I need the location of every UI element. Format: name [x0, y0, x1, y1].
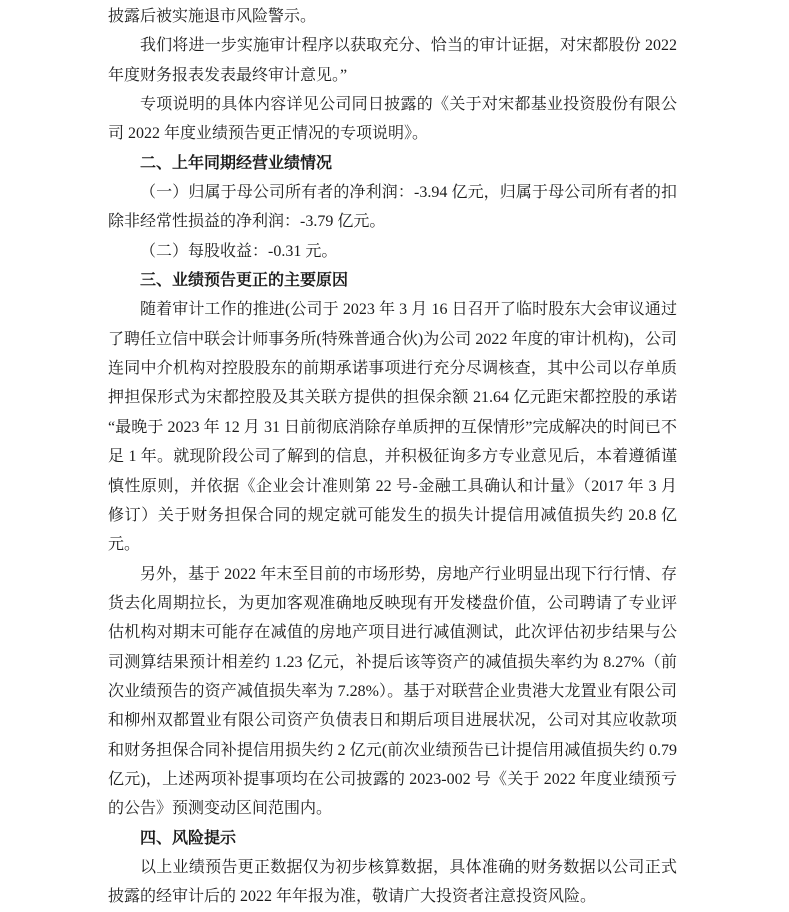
- body-paragraph: 我们将进一步实施审计程序以获取充分、恰当的审计证据，对宋都股份 2022 年度财务报表发表最终审计意见。”: [108, 37, 677, 84]
- body-paragraph: 另外，基于 2022 年末至目前的市场形势，房地产行业明显出现下行行情、存货去化周期拉长，为更加客观准确地反映现有开发楼盘价值，公司聘请了专业评估机构对期末可能存在减值的房地产项目进行减值测试，此次评估初步结果与公司测算结果预计相差约 1.23 亿元，补提后该等资产的减值损失率约为 8.27%（前次业绩预告的资产减值损失率为 7.28%）。基于对联营企业贵港大龙置业有限公司和柳州双都置业有限公司资产负债表日和期后项目进展状况，公司对其应收款项和财务担保合同补提信用损失约 2 亿元(前次业绩预告已计提信用减值损失约 0.79 亿元)，上述两项补提事项均在公司披露的 2023-002 号《关于 2022 年度业绩预亏的公告》预测变动区间范围内。: [108, 565, 677, 818]
- body-paragraph: （二）每股收益：-0.31 元。: [140, 242, 338, 260]
- section-heading: 三、业绩预告更正的主要原因: [140, 272, 349, 290]
- section-heading: 二、上年同期经营业绩情况: [140, 154, 333, 172]
- body-paragraph: 披露后被实施退市风险警示。: [108, 8, 317, 25]
- body-paragraph: 以上业绩预告更正数据仅为初步核算数据，具体准确的财务数据以公司正式披露的经审计后的 2022 年年报为准，敬请广大投资者注意投资风险。: [108, 858, 677, 906]
- body-paragraph: （一）归属于母公司所有者的净利润：-3.94 亿元，归属于母公司所有者的扣除非经常性损益的净利润：-3.79 亿元。: [108, 184, 677, 231]
- body-paragraph: 专项说明的具体内容详见公司同日披露的《关于对宋都基业投资股份有限公司 2022 年度业绩预告更正情况的专项说明》。: [108, 96, 677, 143]
- body-paragraph: 随着审计工作的推进(公司于 2023 年 3 月 16 日召开了临时股东大会审议通过了聘任立信中联会计师事务所(特殊普通合伙)为公司 2022 年度的审计机构)，公司连同中介机构对控股股东的前期承诺事项进行充分尽调核查，其中公司以存单质押担保形式为宋都控股及其关联方提供的担保余额 21.64 亿元距宋都控股的承诺“最晚于 2023 年 12 月 31 日前彻底消除存单质押的互保情形”完成解决的时间已不足 1 年。就现阶段公司了解到的信息，并积极征询多方专业意见后，本着遵循谨慎性原则，并依据《企业会计准则第 22 号-金融工具确认和计量》（2017 年 3 月修订）关于财务担保合同的规定就可能发生的损失计提信用减值损失约 20.8 亿元。: [108, 301, 677, 554]
- section-heading: 四、风险提示: [140, 829, 237, 847]
